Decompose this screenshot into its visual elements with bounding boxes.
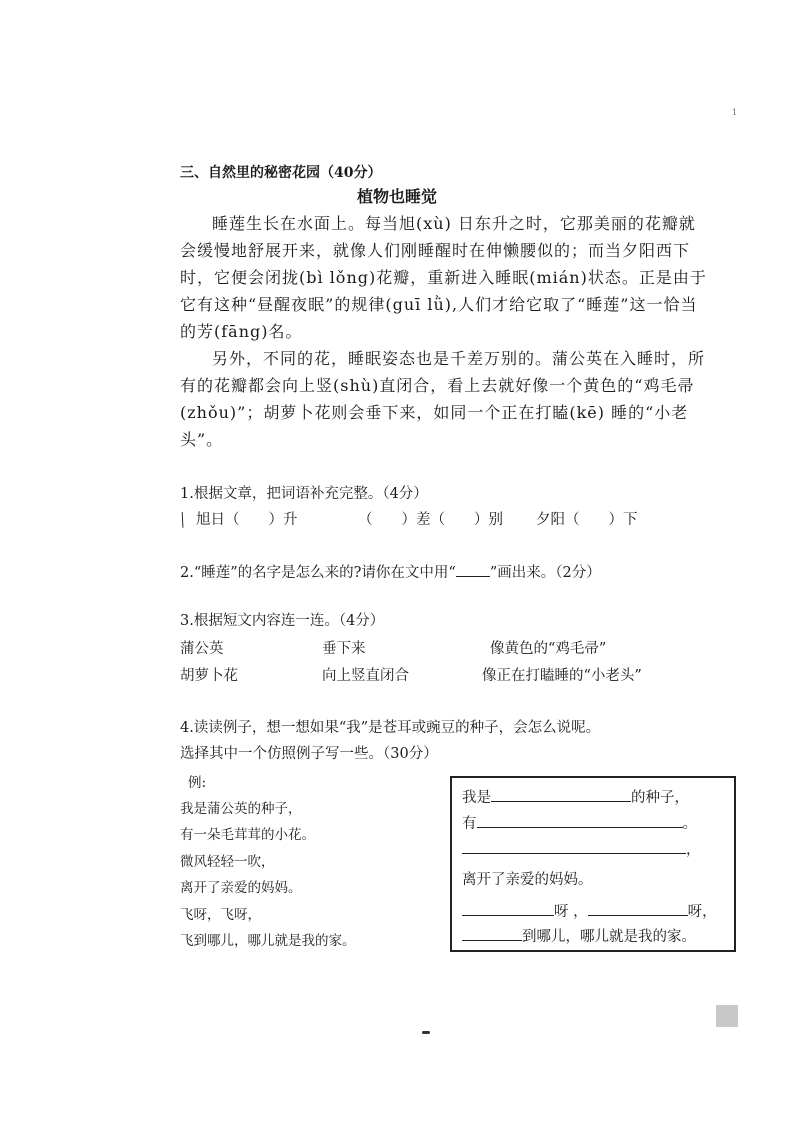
example-line-4: 离开了亲爱的妈妈。 bbox=[180, 880, 302, 896]
example-line-5: 飞呀，飞呀， bbox=[180, 907, 261, 923]
q1-prompt: 1.根据文章，把词语补充完整。（4分） bbox=[180, 486, 428, 502]
page-number-mark: 1 bbox=[732, 108, 738, 117]
q3-col1-item-2[interactable]: 胡萝卜花 bbox=[180, 668, 238, 684]
example-line-3: 微风轻轻一吹， bbox=[180, 854, 275, 870]
answer-line-4: 离开了亲爱的妈妈。 bbox=[462, 872, 593, 888]
example-line-2: 有一朵毛茸茸的小花。 bbox=[180, 827, 315, 843]
answer-line-5-mid: 呀 ， bbox=[554, 904, 588, 920]
q3-col2-item-2[interactable]: 向上竖直闭合 bbox=[322, 668, 409, 684]
answer-line-2-start: 有 bbox=[462, 816, 477, 832]
scan-speck bbox=[422, 1031, 430, 1034]
article-title: 植物也睡觉 bbox=[356, 187, 437, 206]
answer-line-5[interactable] bbox=[462, 900, 717, 921]
q4-prompt-line-2: 选择其中一个仿照例子写一些。（30分） bbox=[180, 746, 438, 762]
answer-line-3-end: ， bbox=[686, 842, 701, 858]
q3-col3-item-2[interactable]: 像正在打瞌睡的“小老头” bbox=[482, 668, 642, 684]
answer-line-2-end: 。 bbox=[682, 816, 697, 832]
section-title: 三、自然里的秘密花园（40分） bbox=[180, 165, 382, 181]
example-line-6: 飞到哪儿，哪儿就是我的家。 bbox=[180, 933, 356, 949]
q1-item-2[interactable]: （ ）差（ ）别 bbox=[358, 512, 503, 528]
answer-blank-1[interactable] bbox=[491, 787, 631, 802]
answer-blank-2[interactable] bbox=[477, 813, 683, 828]
q3-prompt: 3.根据短文内容连一连。（4分） bbox=[180, 613, 385, 629]
answer-blank-4[interactable] bbox=[462, 901, 554, 916]
answer-blank-5[interactable] bbox=[588, 901, 688, 916]
q2-underline-sample bbox=[456, 562, 490, 577]
example-line-1: 我是蒲公英的种子， bbox=[180, 801, 302, 817]
answer-line-1-end: 的种子， bbox=[631, 790, 689, 806]
example-label: 例: bbox=[188, 775, 207, 791]
pen-tick-mark: ╱ bbox=[175, 512, 190, 528]
answer-blank-6[interactable] bbox=[462, 926, 522, 941]
answer-line-6[interactable] bbox=[462, 925, 696, 946]
answer-line-5-end: 呀， bbox=[687, 904, 717, 920]
q4-prompt-line-1: 4.读读例子，想一想如果“我”是苍耳或豌豆的种子，会怎么说呢。 bbox=[180, 720, 601, 736]
q3-col1-item-1[interactable]: 蒲公英 bbox=[180, 641, 224, 657]
answer-line-6-end: 到哪儿，哪儿就是我的家。 bbox=[522, 929, 696, 945]
q3-col3-item-1[interactable]: 像黄色的“鸡毛帚” bbox=[490, 641, 607, 657]
answer-line-2[interactable] bbox=[462, 812, 697, 833]
q2-prompt bbox=[180, 561, 601, 582]
article-paragraph-1: 睡莲生长在水面上。每当旭(xù) 日东升之时，它那美丽的花瓣就会缓慢地舒展开来，就像人们刚睡醒时在伸懒腰似的；而当夕阳西下时，它便会闭拢(bì lǒng)花瓣，重新进入睡眠(mián)状态。正是由于它有这种“昼醒夜眠”的规律(guī lǜ),人们才给它取了“睡莲”这一恰当 的芳(fāng)名。 bbox=[180, 214, 707, 341]
answer-line-1-start: 我是 bbox=[462, 790, 491, 806]
article-paragraph-2: 另外，不同的花，睡眠姿态也是千差万别的。蒲公英在入睡时，所有的花瓣都会向上竖(shù)直闭合，看上去就好像一个黄色的“鸡毛帚 (zhǒu)”；胡萝卜花则会垂下来，如同一个正在打瞌(kē) 睡的“小老头”。 bbox=[180, 349, 706, 449]
q2-prompt-start: 2.“睡莲”的名字是怎么来的?请你在文中用“ bbox=[180, 565, 456, 581]
answer-blank-3[interactable] bbox=[462, 839, 686, 854]
q2-prompt-end: ”画出来。（2分） bbox=[489, 565, 601, 581]
scan-artifact bbox=[716, 1005, 738, 1027]
q3-col2-item-1[interactable]: 垂下来 bbox=[322, 641, 366, 657]
q1-item-1[interactable]: 旭日（ ）升 bbox=[196, 512, 298, 528]
answer-line-1[interactable] bbox=[462, 786, 689, 807]
article-body bbox=[180, 210, 710, 453]
q1-item-3[interactable]: 夕阳（ ）下 bbox=[536, 512, 638, 528]
answer-line-3[interactable] bbox=[462, 838, 701, 859]
